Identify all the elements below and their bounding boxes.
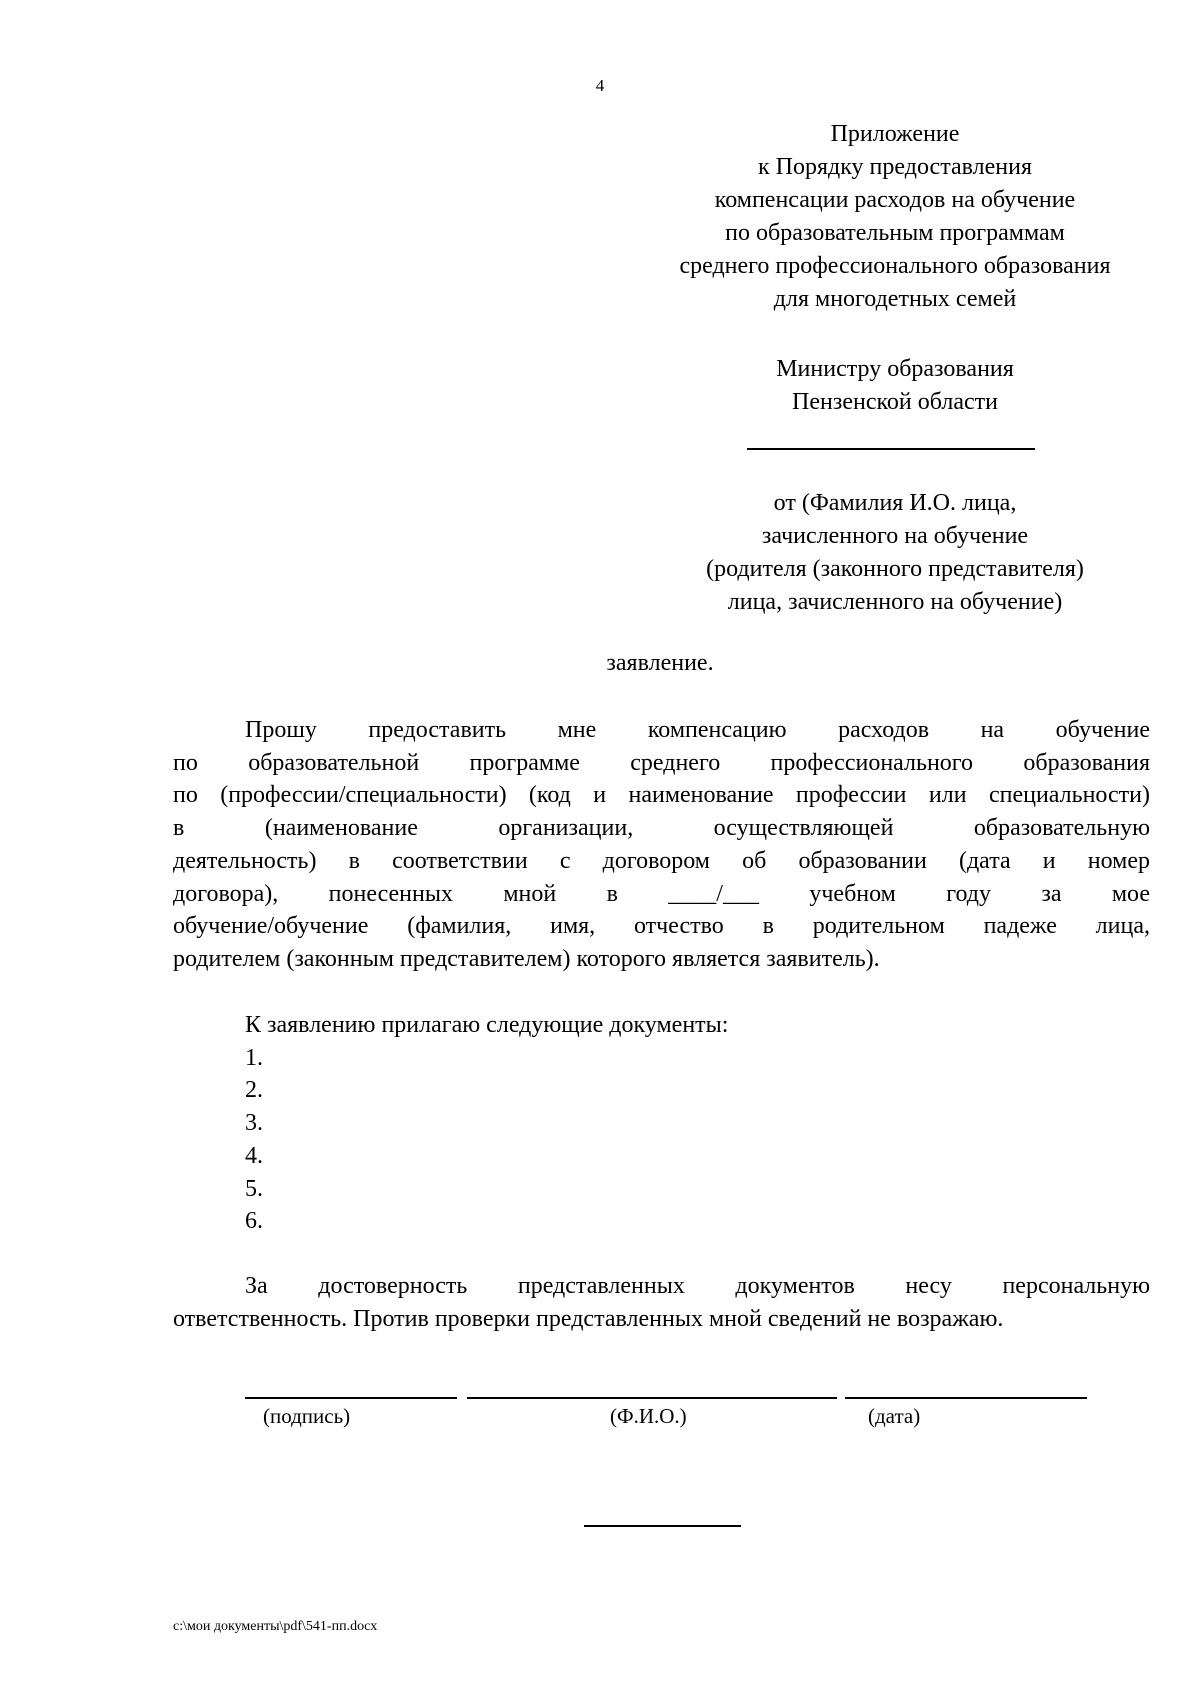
paragraph-line: родителем (законным представителем) которого является заявитель). <box>173 945 880 972</box>
paragraph-line: договора), понесенных мной в ____/___ учебном году за мое <box>173 880 1150 907</box>
attachment-number: 3. <box>245 1110 263 1137</box>
document-title: заявление. <box>606 650 714 676</box>
appendix-line: компенсации расходов на обучение <box>714 187 1076 213</box>
appendix-header <box>620 118 1170 316</box>
appendix-line: к Порядку предоставления <box>757 154 1032 180</box>
applicant-line: лица, зачисленного на обучение) <box>727 589 1063 615</box>
appendix-line: для многодетных семей <box>773 286 1017 312</box>
paragraph-line: ответственность. Против проверки представленных мной сведений не возражаю. <box>173 1305 1004 1332</box>
attachments-heading: К заявлению прилагаю следующие документы: <box>245 1012 729 1038</box>
addressee-blank-line <box>747 448 1035 450</box>
name-label: (Ф.И.О.) <box>610 1404 687 1428</box>
attachment-number: 1. <box>245 1044 263 1071</box>
applicant-line: (родителя (законного представителя) <box>706 556 1084 582</box>
signature-blank-line <box>245 1397 457 1399</box>
attachment-number: 4. <box>245 1142 263 1169</box>
applicant-line: от (Фамилия И.О. лица, <box>773 490 1017 516</box>
appendix-line: по образовательным программам <box>725 220 1065 246</box>
paragraph-line: За достоверность представленных документов несу персональную <box>245 1273 1150 1299</box>
attachment-number: 2. <box>245 1077 263 1104</box>
appendix-line: среднего профессионального образования <box>679 253 1111 279</box>
signature-label: (подпись) <box>263 1404 351 1428</box>
applicant-block <box>620 487 1170 619</box>
paragraph-line: по образовательной программе среднего профессионального образования <box>173 749 1150 776</box>
paragraph-line: в (наименование организации, осуществляющей образовательную <box>173 815 1150 842</box>
end-divider <box>584 1525 741 1527</box>
date-label: (дата) <box>868 1404 921 1428</box>
responsibility-paragraph <box>173 1270 1150 1335</box>
paragraph-line: по (профессии/специальности) (код и наименование профессии или специальности) <box>173 782 1150 809</box>
addressee-line-text: Министру образования <box>776 356 1014 382</box>
attachments-list <box>245 1009 728 1238</box>
footer-file-path: c:\мои документы\pdf\541-пп.docx <box>173 1619 378 1634</box>
page-number: 4 <box>595 76 605 95</box>
attachment-number: 5. <box>245 1175 263 1202</box>
paragraph-line: Прошу предоставить мне компенсацию расходов на обучение <box>245 717 1150 743</box>
name-blank-line <box>467 1397 837 1399</box>
paragraph-line: обучение/обучение (фамилия, имя, отчество в родительном падеже лица, <box>173 913 1150 940</box>
request-paragraph <box>173 714 1150 976</box>
appendix-line: Приложение <box>830 121 960 147</box>
attachment-number: 6. <box>245 1208 263 1235</box>
paragraph-line: деятельность) в соответствии с договором об образовании (дата и номер <box>173 847 1150 874</box>
applicant-line: зачисленного на обучение <box>761 523 1029 549</box>
date-blank-line <box>845 1397 1087 1399</box>
addressee-block <box>620 353 1170 419</box>
addressee-line-text: Пензенской области <box>792 389 998 415</box>
